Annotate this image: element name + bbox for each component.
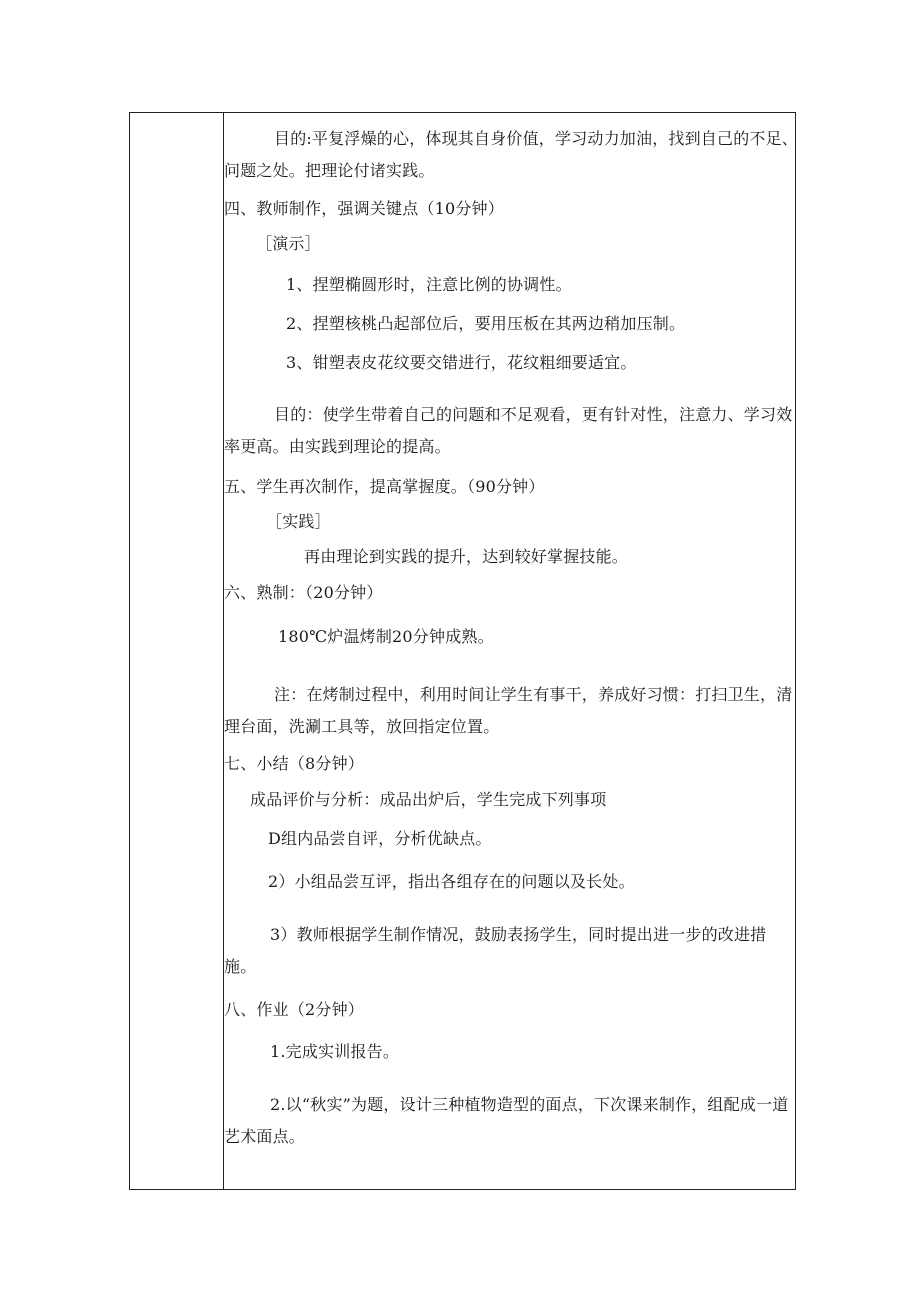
purpose-paragraph-2: 目的：使学生带着自己的问题和不足观看，更有针对性，注意力、学习效率更高。由实践到理论的提高。 [224, 405, 793, 456]
evaluation-item-1: D组内品尝自评，分析优缺点。 [268, 829, 492, 848]
evaluation-item-2: 2）小组品尝互评，指出各组存在的问题以及长处。 [268, 872, 635, 891]
evaluation-item-3: 3）教师根据学生制作情况，鼓励表扬学生，同时提出进一步的改进措施。 [224, 925, 767, 976]
baking-note: 注：在烤制过程中，利用时间让学生有事干，养成好习惯：打扫卫生，清理台面，洗涮工具等，放回指定位置。 [224, 685, 793, 736]
content-cell [224, 113, 798, 1189]
bake-instruction: 180℃炉温烤制20分钟成熟。 [278, 627, 494, 646]
purpose-paragraph-1: 目的:平复浮燥的心，体现其自身价值，学习动力加油，找到自己的不足、问题之处。把理论付诸实践。 [224, 129, 798, 180]
practice-text: 再由理论到实践的提升，达到较好掌握技能。 [304, 547, 629, 566]
section-7-heading: 七、小结（8分钟） [224, 754, 364, 773]
demo-step-1: 1、捏塑椭圆形时，注意比例的协调性。 [286, 275, 572, 294]
section-8-heading: 八、作业（2分钟） [224, 1000, 364, 1019]
demo-tag: ［演示］ [256, 234, 321, 253]
practice-tag: ［实践］ [266, 512, 331, 531]
homework-item-2: 2.以“秋实”为题，设计三种植物造型的面点，下次课来制作，组配成一道艺术面点。 [224, 1095, 789, 1146]
lesson-table [129, 112, 796, 1190]
section-4-heading: 四、教师制作，强调关键点（10分钟） [224, 199, 504, 218]
homework-item-1: 1.完成实训报告。 [270, 1042, 400, 1061]
demo-step-3: 3、钳塑表皮花纹要交错进行，花纹粗细要适宜。 [286, 353, 637, 372]
evaluation-intro: 成品评价与分析：成品出炉后，学生完成下列事项 [250, 790, 607, 809]
left-column-cell [130, 113, 224, 1189]
section-6-heading: 六、熟制：（20分钟） [224, 583, 383, 602]
section-5-heading: 五、学生再次制作，提高掌握度。（90分钟） [224, 477, 545, 496]
demo-step-2: 2、捏塑核桃凸起部位后，要用压板在其两边稍加压制。 [286, 314, 686, 333]
